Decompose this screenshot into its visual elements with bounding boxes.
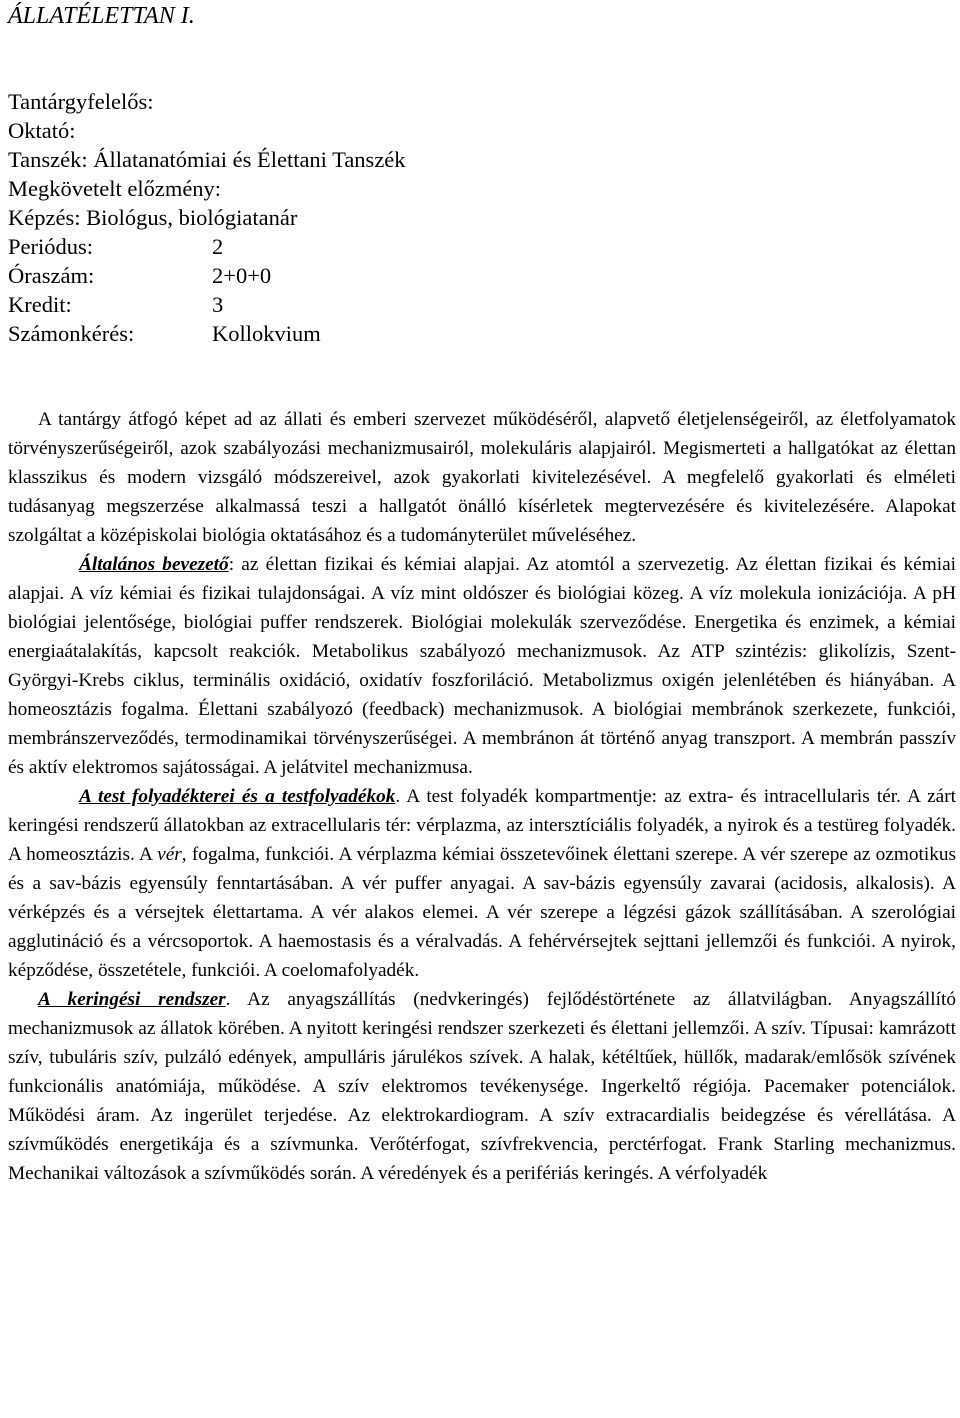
section-general-intro <box>8 550 956 782</box>
section-text-general: : az élettan fizikai és kémiai alapjai. Az atomtól a szervezetig. Az élettan fizikai és kémiai alapjai. A víz kémiai és fizikai tulajdonságai. A víz mint oldószer és biológiai közeg. A víz molekula ionizációja. A pH biológiai jelentősége, biológiai puffer rendszerek. Biológiai molekulák szerveződése. Energetika és enzimek, a kémiai energiaátalakítás, kapcsolt reakciók. Metabolikus szabályozó mechanizmusok. Az ATP szintézis: glikolízis, Szent-Györgyi-Krebs ciklus, terminális oxidáció, oxidatív foszforiláció. Metabolizmus oxigén jelenlétében és hiányában. A homeosztázis fogalma. Élettani szabályozó (feedback) mechanizmusok. A biológiai membránok szerkezete, funkciói, membránszerveződés, termodinamikai törvényszerűségei. A membránon át történő anyag transzport. A membrán passzív és aktív elektromos sajátosságai. A jelátvitel mechanizmusa. <box>8 554 956 778</box>
meta-row-teacher <box>8 116 406 145</box>
period-label: Periódus: <box>8 234 94 259</box>
course-description <box>8 405 956 1188</box>
meta-row-period <box>8 232 406 261</box>
document-title: ÁLLATÉLETTAN I. <box>8 3 195 29</box>
meta-row-department <box>8 145 406 174</box>
section-heading-circulation: A keringési rendszer <box>38 989 226 1010</box>
teacher-label: Oktató: <box>8 118 76 143</box>
meta-row-credit <box>8 290 406 319</box>
meta-row-prerequisite <box>8 174 406 203</box>
section-circulation <box>8 985 956 1188</box>
section-italic-blood: vér <box>157 844 182 865</box>
training-text: Képzés: Biológus, biológiatanár <box>8 205 298 230</box>
section-text-circulation: . Az anyagszállítás (nedvkeringés) fejlődéstörténete az állatvilágban. Anyagszállító mechanizmusok az állatok körében. A nyitott keringési rendszer szerkezeti és élettani jellemzői. A szív. Típusai: kamrázott szív, tubuláris szív, pulzáló edények, ampulláris járulékos szívek. A halak, kétéltűek, hüllők, madarak/emlősök szívének funkcionális anatómiája, működése. A szív elektromos tevékenysége. Ingerkeltő régiója. Pacemaker potenciálok. Működési áram. Az ingerület terjedése. Az elektrokardiogram. A szív extracardialis beidegzése és vérellátása. A szívműködés energetikája és a szívmunka. Verőtérfogat, szívfrekvencia, perctérfogat. Frank Starling mechanizmus. Mechanikai változások a szívműködés során. A véredények és a perifériás keringés. A vérfolyadék <box>8 989 956 1184</box>
hours-label: Óraszám: <box>8 263 95 288</box>
period-value: 2 <box>212 234 224 259</box>
section-heading-general: Általános bevezető <box>79 554 229 575</box>
hours-value: 2+0+0 <box>212 263 272 288</box>
department-text: Tanszék: Állatanatómiai és Élettani Tanszék <box>8 147 406 172</box>
section-text-fluids-a: . A test folyadék kompartmentje: az extra- és intracellularis tér. A zárt keringési rendszerű állatokban az extracellularis tér: vérplazma, az intersztíciális folyadék, a nyirok és a testüreg folyadék. A homeosztázis. A <box>8 786 956 865</box>
section-body-fluids <box>8 782 956 985</box>
meta-row-assessment <box>8 319 406 348</box>
meta-row-hours <box>8 261 406 290</box>
meta-row-training <box>8 203 406 232</box>
prerequisite-label: Megkövetelt előzmény: <box>8 176 222 201</box>
assessment-label: Számonkérés: <box>8 321 135 346</box>
meta-row-responsible <box>8 87 406 116</box>
credit-value: 3 <box>212 292 224 317</box>
course-metadata <box>8 87 406 348</box>
section-heading-fluids: A test folyadékterei és a testfolyadékok <box>79 786 396 807</box>
intro-paragraph: A tantárgy átfogó képet ad az állati és emberi szervezet működéséről, alapvető életjelenségeiről, az életfolyamatok törvényszerűségeiről, azok szabályozási mechanizmusairól, molekuláris alapjairól. Megismerteti a hallgatókat az élettan klasszikus és modern vizsgáló módszereivel, azok gyakorlati kivitelezésével. A megfelelő gyakorlati és elméleti tudásanyag megszerzése alkalmassá teszi a hallgatót önálló kísérletek megtervezésére és kivitelezésére. Alapokat szolgáltat a középiskolai biológia oktatásához és a tudományterület műveléséhez. <box>8 409 956 546</box>
responsible-label: Tantárgyfelelős: <box>8 89 154 114</box>
credit-label: Kredit: <box>8 292 72 317</box>
section-text-fluids-b: , fogalma, funkciói. A vérplazma kémiai összetevőinek élettani szerepe. A vér szerepe az ozmotikus és a sav-bázis egyensúly fenntartásában. A vér puffer anyagai. A sav-bázis egyensúly zavarai (acidosis, alkalosis). A vérképzés és a vérsejtek élettartama. A vér alakos elemei. A vér szerepe a légzési gázok szállításában. A szerológiai agglutináció és a vércsoportok. A haemostasis és a véralvadás. A fehérvérsejtek sejttani jellemzői és funkciói. A nyirok, képződése, összetétele, funkciói. A coelomafolyadék. <box>8 844 956 981</box>
assessment-value: Kollokvium <box>212 321 321 346</box>
